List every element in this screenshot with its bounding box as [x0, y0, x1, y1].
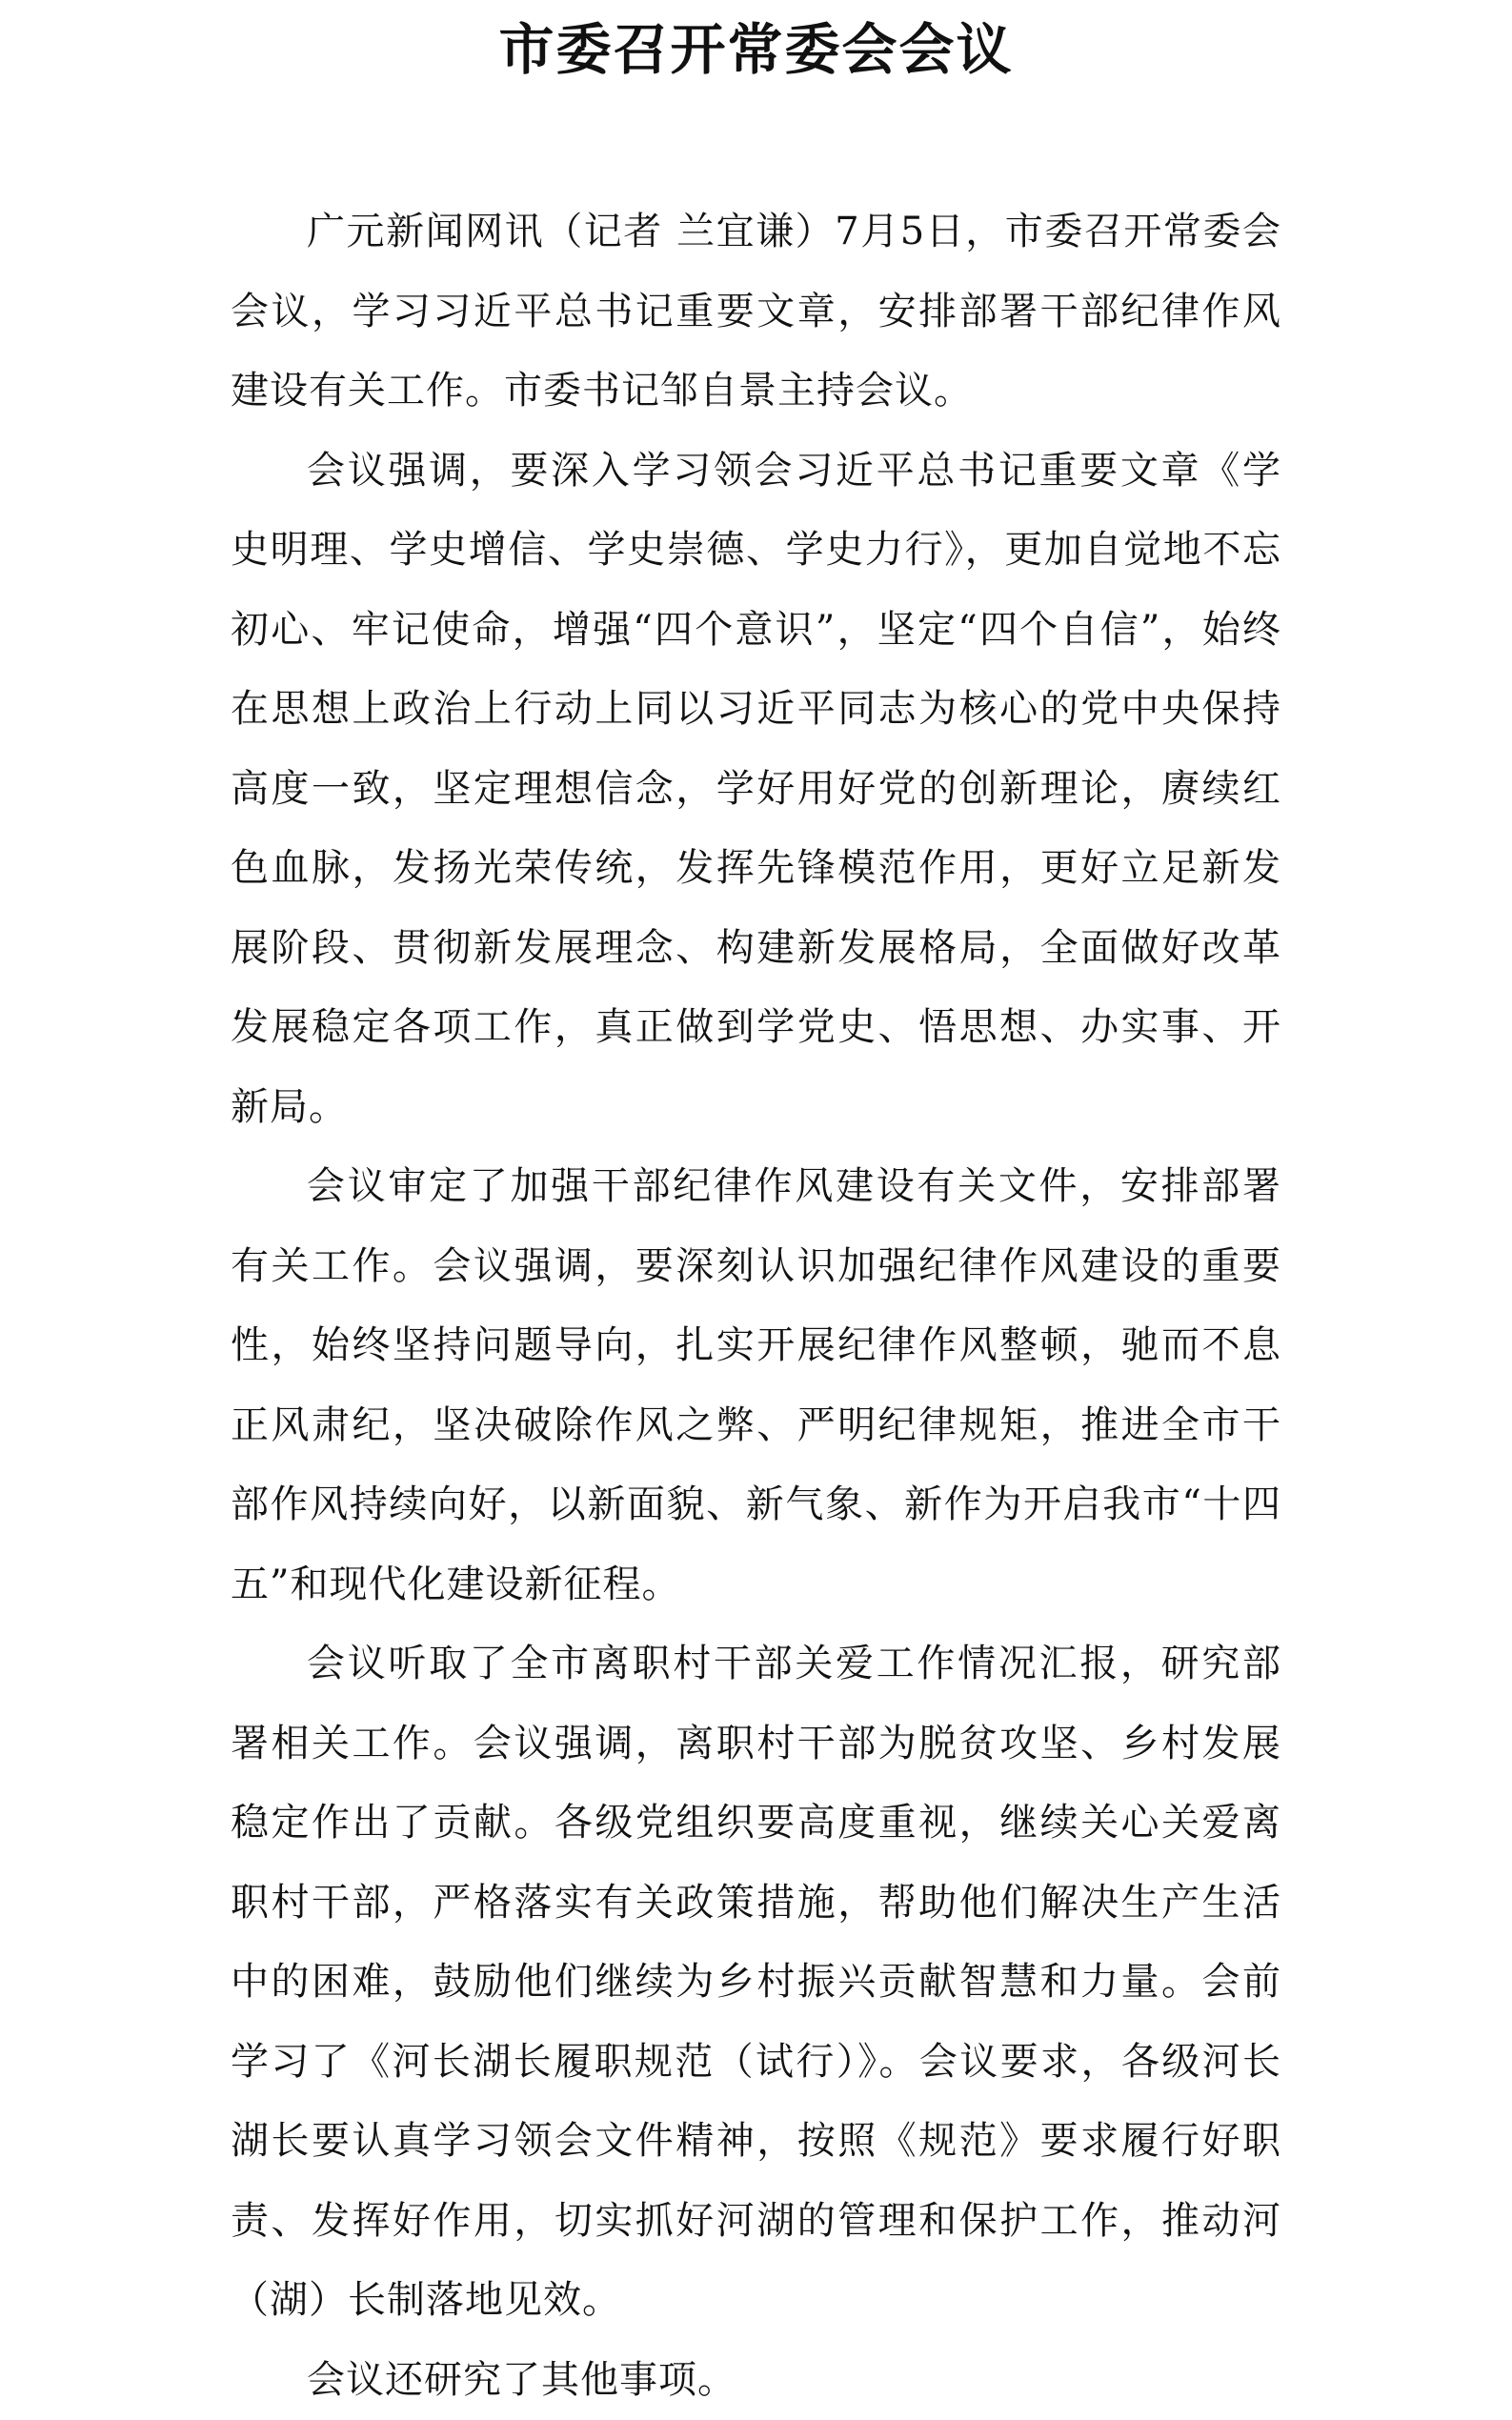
paragraph-study-article: 会议强调，要深入学习领会习近平总书记重要文章《学史明理、学史增信、学史崇德、学史力行》，更加自觉地不忘初心、牢记使命，增强“四个意识”，坚定“四个自信”，始终在思想上政治上行动上同以习近平同志为核心的党中央保持高度一致，坚定理想信念，学好用好党的创新理论，赓续红色血脉，发扬光荣传统，发挥先锋模范作用，更好立足新发展阶段、贯彻新发展理念、构建新发展格局，全面做好改革发展稳定各项工作，真正做到学党史、悟思想、办实事、开新局。 — [231, 432, 1281, 1148]
page-title: 市委召开常委会会议 — [0, 11, 1512, 88]
paragraph-village-cadres: 会议听取了全市离职村干部关爱工作情况汇报，研究部署相关工作。会议强调，离职村干部为脱贫攻坚、乡村发展稳定作出了贡献。各级党组织要高度重视，继续关心关爱离职村干部，严格落实有关政策措施，帮助他们解决生产生活中的困难，鼓励他们继续为乡村振兴贡献智慧和力量。会前学习了《河长湖长履职规范（试行）》。会议要求，各级河长湖长要认真学习领会文件精神，按照《规范》要求履行好职责、发挥好作用，切实抓好河湖的管理和保护工作，推动河（湖）长制落地见效。 — [231, 1624, 1281, 2341]
article-body — [231, 192, 1281, 2420]
paragraph-other-matters: 会议还研究了其他事项。 — [231, 2341, 1281, 2420]
paragraph-discipline: 会议审定了加强干部纪律作风建设有关文件，安排部署有关工作。会议强调，要深刻认识加强纪律作风建设的重要性，始终坚持问题导向，扎实开展纪律作风整顿，驰而不息正风肃纪，坚决破除作风之弊、严明纪律规矩，推进全市干部作风持续向好，以新面貌、新气象、新作为开启我市“十四五”和现代化建设新征程。 — [231, 1147, 1281, 1624]
paragraph-intro: 广元新闻网讯（记者 兰宜谦）7月5日，市委召开常委会会议，学习习近平总书记重要文章，安排部署干部纪律作风建设有关工作。市委书记邹自景主持会议。 — [231, 192, 1281, 432]
